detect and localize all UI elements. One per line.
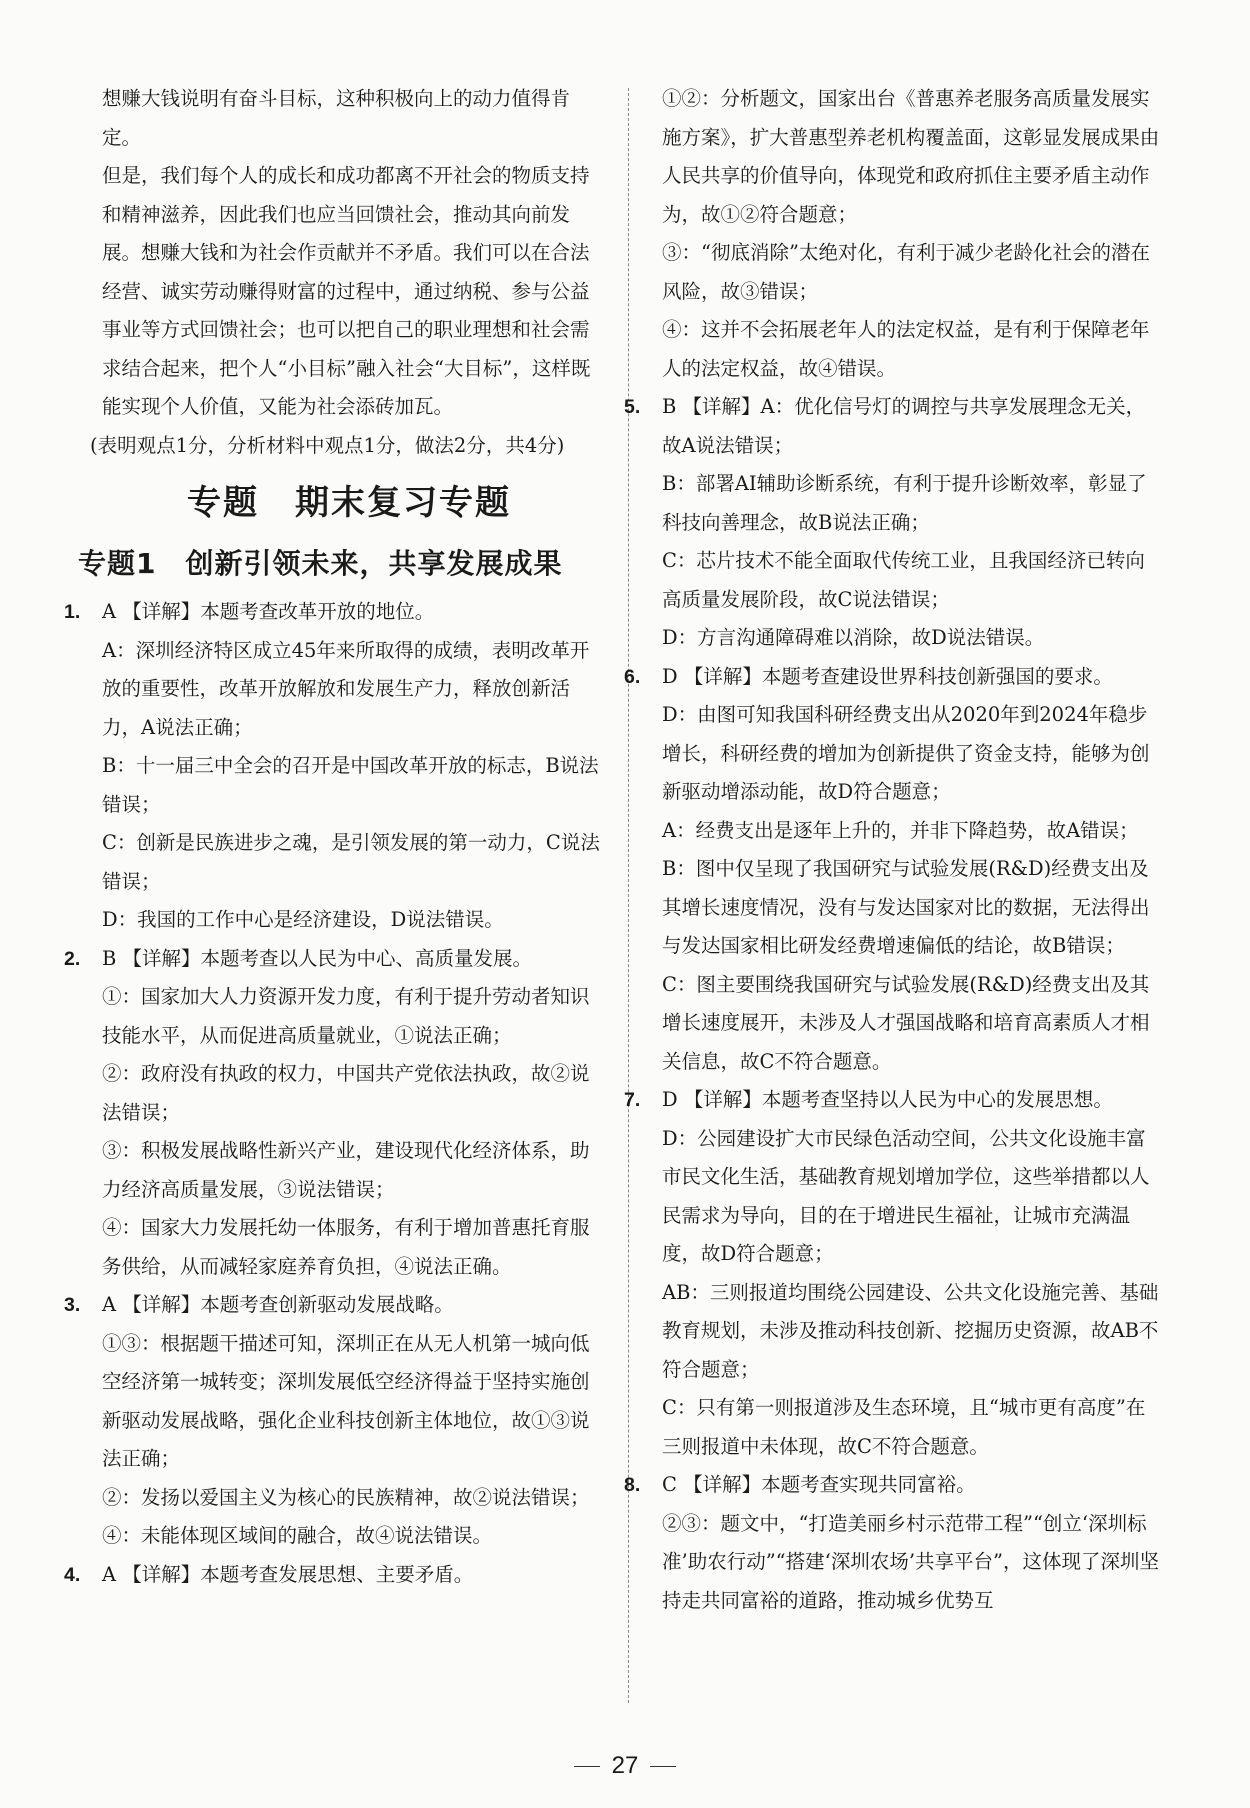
question-4-continued — [650, 80, 1162, 388]
explanation-line: D：由图可知我国科研经费支出从2020年到2024年稳步增长，科研经费的增加为创新提供了资金支持，能够为创新驱动增添动能，故D符合题意； — [662, 703, 1150, 803]
explanation-line: A：深圳经济特区成立45年来所取得的成绩，表明改革开放的重要性，改革开放解放和发展生产力，释放创新活力，A说法正确； — [102, 638, 590, 739]
question-2 — [64, 940, 608, 1287]
explanation-line: C：图主要围绕我国研究与试验发展(R&D)经费支出及其增长速度展开，未涉及人才强国战略和培育高素质人才相关信息，故C不符合题意。 — [662, 972, 1150, 1073]
question-3 — [64, 1286, 608, 1556]
question-number: 5. — [624, 396, 641, 418]
explanation-line: ④：国家大力发展托幼一体服务，有利于增加普惠托育服务供给，从而减轻家庭养育负担，④说法正确。 — [102, 1216, 590, 1278]
explanation-line: D：方言沟通障碍难以消除，故D说法错误。 — [662, 626, 1045, 649]
page-number-dash — [574, 1766, 600, 1767]
topic-title: 专题1 创新引领未来，共享发展成果 — [78, 547, 563, 580]
explanation-line: ①③：根据题干描述可知，深圳正在从无人机第一城向低空经济第一城转变；深圳发展低空经济得益于坚持实施创新驱动发展战略，强化企业科技创新主体地位，故①③说法正确； — [102, 1331, 590, 1470]
page-number-dash — [650, 1766, 676, 1767]
explanation-line: ②：发扬以爱国主义为核心的民族精神，故②说法错误； — [102, 1485, 590, 1509]
question-number: 3. — [64, 1294, 81, 1316]
explanation-line: AB：三则报道均围绕公园建设、公共文化设施完善、基础教育规划，未涉及推动科技创新、挖掘历史资源，故AB不符合题意； — [662, 1280, 1159, 1381]
explanation-line: ②③：题文中，“打造美丽乡村示范带工程”“创立‘深圳标准’助农行动”“搭建‘深圳农场’共享平台”，这体现了深圳坚持走共同富裕的道路，推动城乡优势互 — [662, 1511, 1160, 1612]
right-column — [624, 80, 1162, 1620]
explanation-line: ③：积极发展战略性新兴产业，建设现代化经济体系，助力经济高质量发展，③说法错误； — [102, 1139, 590, 1201]
column-divider — [628, 88, 629, 1703]
answer-head: D 【详解】本题考查建设世界科技创新强国的要求。 — [662, 664, 1113, 688]
question-6 — [624, 658, 1162, 1082]
explanation-line: ①②：分析题文，国家出台《普惠养老服务高质量发展实施方案》，扩大普惠型养老机构覆盖面，这彰显发展成果由人民共享的价值导向，体现党和政府抓住主要矛盾主动作为，故①②符合题意； — [662, 87, 1160, 226]
answer-head: B 【详解】本题考查以人民为中心、高质量发展。 — [102, 946, 533, 970]
explanation-line: ③：“彻底消除”太绝对化，有利于减少老龄化社会的潜在风险，故③错误； — [662, 241, 1150, 303]
question-4 — [64, 1556, 608, 1595]
explanation-line: ④：这并不会拓展老年人的法定权益，是有利于保障老年人的法定权益，故④错误。 — [662, 318, 1150, 380]
answer-head: B 【详解】A：优化信号灯的调控与共享发展理念无关，故A说法错误； — [662, 395, 1146, 457]
explanation-line: D：我国的工作中心是经济建设，D说法错误。 — [102, 908, 504, 931]
question-1 — [64, 593, 608, 940]
explanation-line: C：创新是民族进步之魂，是引领发展的第一动力，C说法错误； — [102, 831, 600, 893]
question-5 — [624, 388, 1162, 658]
intro-paragraph-1: 想赚大钱说明有奋斗目标，这种积极向上的动力值得肯定。 — [102, 87, 571, 149]
intro-paragraph-2: 但是，我们每个人的成长和成功都离不开社会的物质支持和精神滋养，因此我们也应当回馈社会，推动其向前发展。想赚大钱和为社会作贡献并不矛盾。我们可以在合法经营、诚实劳动赚得财富的过程中，通过纳税、参与公益事业等方式回馈社会；也可以把自己的职业理想和社会需求结合起来，把个人“小目标”融入社会“大目标”，这样既能实现个人价值，又能为社会添砖加瓦。 — [102, 164, 591, 418]
explanation-line: D：公园建设扩大市民绿色活动空间，公共文化设施丰富市民文化生活，基础教育规划增加学位，这些举措都以人民需求为导向，目的在于增进民生福祉，让城市充满温度，故D符合题意； — [662, 1126, 1150, 1265]
score-note: (表明观点1分，分析材料中观点1分，做法2分，共4分) — [90, 433, 565, 457]
explanation-line: ④：未能体现区域间的融合，故④说法错误。 — [102, 1524, 493, 1547]
question-number: 1. — [64, 601, 81, 623]
left-column — [64, 80, 608, 1594]
answer-head: A 【详解】本题考查发展思想、主要矛盾。 — [102, 1562, 474, 1586]
answer-head: C 【详解】本题考查实现共同富裕。 — [662, 1473, 976, 1496]
question-number: 6. — [624, 665, 641, 688]
explanation-line: A：经费支出是逐年上升的，并非下降趋势，故A错误； — [662, 818, 1139, 842]
question-number: 8. — [624, 1474, 641, 1496]
section-title: 专题 期末复习专题 — [187, 483, 511, 523]
explanation-line: ①：国家加大人力资源开发力度，有利于提升劳动者知识技能水平，从而促进高质量就业，①说法正确； — [102, 985, 590, 1047]
explanation-line: B：部署AI辅助诊断系统，有利于提升诊断效率，彰显了科技向善理念，故B说法正确； — [662, 472, 1147, 534]
explanation-line: C：只有第一则报道涉及生态环境，且“城市更有高度”在三则报道中未体现，故C不符合题意。 — [662, 1396, 1146, 1458]
question-8 — [624, 1466, 1162, 1620]
page-number-text: 27 — [611, 1752, 639, 1779]
answer-head: A 【详解】本题考查改革开放的地位。 — [102, 600, 435, 623]
explanation-line: C：芯片技术不能全面取代传统工业，且我国经济已转向高质量发展阶段，故C说法错误； — [662, 549, 1145, 611]
answer-head: A 【详解】本题考查创新驱动发展战略。 — [102, 1293, 454, 1316]
explanation-line: B：十一届三中全会的召开是中国改革开放的标志，B说法错误； — [102, 754, 599, 816]
question-7 — [624, 1081, 1162, 1466]
page-number — [0, 1752, 1250, 1780]
question-number: 7. — [624, 1089, 641, 1111]
question-number: 2. — [64, 947, 81, 970]
explanation-line: B：图中仅呈现了我国研究与试验发展(R&D)经费支出及其增长速度情况，没有与发达国家对比的数据，无法得出与发达国家相比研发经费增速偏低的结论，故B错误； — [662, 857, 1150, 957]
question-number: 4. — [64, 1563, 81, 1586]
explanation-line: ②：政府没有执政的权力，中国共产党依法执政，故②说法错误； — [102, 1062, 590, 1124]
answer-head: D 【详解】本题考查坚持以人民为中心的发展思想。 — [662, 1088, 1113, 1111]
